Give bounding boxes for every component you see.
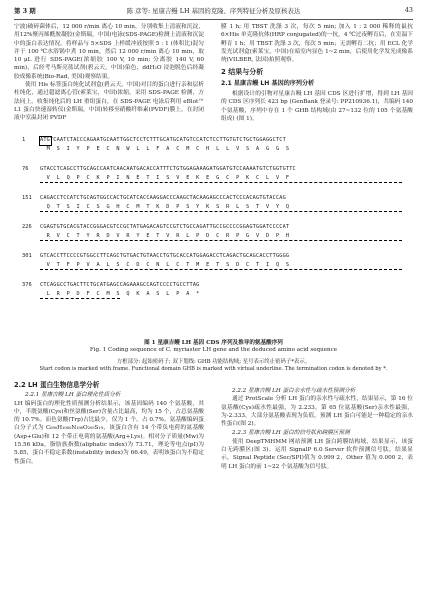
amino-acid-line: V T F P V A L S C D C N L C T M E T S D C T I Q S <box>40 262 290 268</box>
ghb-domain-underline <box>40 182 402 183</box>
header-rule <box>14 19 413 20</box>
sequence-row <box>22 136 406 156</box>
amino-acid-line: M S I Y P E C N W L L F A C M C H L L V S A G G S <box>40 146 290 152</box>
nucleotide-line: CGAGTGTGCACGTACCGGGACGTCCGCTATGAGACAGTCCGTCTGCCAGATTGCCGCCCCGGAGTGGATCCCCAT <box>40 224 290 230</box>
subsection-heading: 2.2.2 星康吉鳗 LH 蛋白亲水性与疏水性预测分析 <box>232 388 356 394</box>
nucleotide-line: GTCACCTTCCCCGTGGCCTTCAGCTGTGACTGTAACCTGTGCACCATGGAGACCTCAGACTGCAGCACCTTGGGG <box>40 253 290 259</box>
amino-acid-line: R V C T Y R D V R Y E T V R L P D C R P G V D P H <box>40 233 290 239</box>
ghb-domain-underline <box>40 211 402 212</box>
subsection-heading: 2.2.1 星康吉鳗 LH 蛋白理化性质分析 <box>25 392 121 399</box>
nucleotide-line: CTCAGGCCTGACTTCTGCATGAGCCAGAAAGCCAGTCCCCTGCCTTAG <box>40 282 200 288</box>
subsection-heading: 2.2.3 星康吉鳗 LH 蛋白的信号肽和跨膜区预测 <box>232 430 350 437</box>
sequence-row <box>22 223 406 243</box>
paragraph: 使用 His 标签蛋白纯化试剂盒(碧云天，中国)对目的蛋白进行亲和层析柱纯化，通过超滤离心管(索莱宝，中国)浓缩，采用 SDS-PAGE 检测，方法同上。收集纯化后的 LH 重组蛋白，在 SDS-PAGE 电泳后利用 eBlot™ L1 蛋白快速湿转仪(金斯瑞，中国)转移至硝酸纤维素(PVDF)膜上，在封闭液中室温封闭 PVDF <box>14 82 204 122</box>
position-number: 301 <box>22 253 32 259</box>
ghb-domain-underline <box>40 298 120 299</box>
running-title: 陈 彦等: 星康吉鳗 LH 基因的克隆、序列特征分析及原核表达 <box>126 7 301 15</box>
section-heading: 2 结果与分析 <box>221 68 264 77</box>
section-heading: 2.2 LH 蛋白生物信息学分析 <box>14 381 100 389</box>
nucleotide-line: ATGTCAATCTACCCAGAATGCAATTGGCTCCTCTTTGCATGCATGTCCATCTCCTTGTGTCTGCTGGAGGCTCT <box>40 137 286 143</box>
paragraph: 使用 DeepTMHMM 网站预测 LH 蛋白跨膜结构域，结果显示，该蛋白无跨膜区(图 3)。运用 SignalP 6.0 Server 软件预测信号肽，结果显示，Signal Peptide (Sec/SPI)值为 0.999 2，Other 值为 0.000 2，表明 LH 蛋白的前 1~22 个氨基酸为信号肽。 <box>221 438 413 470</box>
figure-caption-en: Fig. 1 Coding sequence of C. myriaster LH gene and the deduced amino acid sequence <box>89 347 338 353</box>
figure-caption-cn: 图 1 星康吉鳗 LH 基因 CDS 序列及推导的氨基酸序列 <box>144 340 283 346</box>
position-number: 151 <box>22 195 32 201</box>
paragraph: 膜 1 h; 用 TBST 洗涤 3 次，每次 5 min; 加入 1 : 2 000 稀释的鼠抗 6×His 单克隆抗体(HRP conjugated)的一抗，4 ℃过夜孵育后，在室温下孵育 1 h；用 TBST 洗涤 3 次，每次 5 min；无需孵育二抗；用 ECL 化学发光试剂盒(索莱宝，中国)在暗室内显色 1~2 min，后使用化学发光成像系统(VILBER, 法国)拍照观察。 <box>221 24 413 64</box>
figure-note-cn: 方框部分: 起始密码子; 双下划线: GHB 功能结构域; 星号表示终止密码子*表示。 <box>116 359 311 365</box>
sequence-figure <box>22 136 406 332</box>
subsection-heading: 2.1 星康吉鳗 LH 基因的序列分析 <box>221 79 315 87</box>
paragraph: 宁波)破碎菌体后，12 000 r/min 离心 10 min，分别收集上清液和沉淀，用12%聚丙烯酰胺凝胶(金斯瑞，中国)电泳(SDS-PAGE)检测上清液和沉淀中的蛋白表达情况。将样品与 5×SDS 上样缓冲液按照 5 : 1 (体积比)混匀并于 100 ℃水浴锅中煮 10 min，然后 12 000 r/min 离心 10 min，取 10 μL 进行 SDS-PAGE(浓缩胶 100 V, 10 min; 分离胶 140 V, 60 min)，后经考马斯亮蓝试剂(碧云天，中国)染色，ddH₂O 浸泡脱色后经凝胶成像系统(Bio-Rad, 美国)观察结果。 <box>14 24 204 80</box>
paragraph: LH 编码蛋白的理化性质预测分析结果示，该基因编码 140 个氨基酸，其中，半胱氨酸(Cys)和丝氨酸(Ser)含量占比最高，均为 15 个，占总氨基酸的 10.7%。而色氨酸(Trp)占比最少，仅为 1 个，占 0.7%。氨基酸编码蛋白分子式为 C₆₉₀H₁₀₈₀N₁₉₀O₂₀₅S₁₉，该蛋白含有 14 个带负电荷的氨基酸(Asp+Glu)和 12 个带正电荷的氨基酸(Arg+Lys)。相对分子质量(Mw)为 15.56 kDa，脂肪族指数(aliphatic index)为 73.71，理论等电点(pI)为 5.85，蛋白不稳定系数(instability index)为 66.49，表明该蛋白为不稳定性蛋白。 <box>14 400 204 465</box>
position-number: 376 <box>22 282 32 288</box>
paragraph: 通过 ProtScale 分析 LH 蛋白的亲水性与疏水性，结果显示，第 16 位氨基酸(Cys)疏水性最强，为 2.233，第 65 位氨基酸(Ser)亲水性最强，为-2.333。大部分氨基酸表现为负值，预测 LH 蛋白可能是一种稳定的亲水性蛋白(图 2)。 <box>221 396 413 428</box>
amino-acid-line: L R P D F C M S Q K A S L P A * <box>40 291 200 297</box>
sequence-row <box>22 165 406 185</box>
bottom-right-column <box>221 386 413 471</box>
amino-acid-line: V L Q P C K P I N E T I S V E K E G C P K C L V F <box>40 175 290 181</box>
ghb-domain-underline <box>40 269 402 270</box>
amino-acid-line: Q T S I C S G H C M T K D P S Y K S R L S T V Y Q <box>40 204 290 210</box>
running-header <box>14 6 413 18</box>
nucleotide-line: GTACCTCAGCCTTGCAGCCAATCAACAATGACACCATTTCTGTGGAGAAAGATGGATGTCCAAAATGTCTGGTGTTC <box>40 166 296 172</box>
sequence-row <box>22 194 406 214</box>
figure-note-en: Start codon is marked with frame. Functional domain GHB is marked with virtual underline. The termination codon is denoted by *. <box>39 366 388 372</box>
ghb-domain-underline <box>40 240 402 241</box>
paragraph: 根据设计的引物对星康吉鳗 LH 基因 CDS 区进行扩增，得到 LH 基因的 CDS 区序列长 423 bp (GenBank 登录号: PP210936.1)，共编码 140 个氨基酸，序列中存在 1 个 GHB 结构域(由 27~132 位的 105 个氨基酸组成) (图 1)。 <box>221 91 413 122</box>
issue-label: 第 3 期 <box>14 7 36 15</box>
top-left-column <box>14 23 204 123</box>
page-number: 43 <box>404 6 413 14</box>
sequence-row <box>22 281 406 301</box>
position-number: 226 <box>22 224 32 230</box>
bottom-left-column <box>14 378 204 466</box>
nucleotide-line: CAGACCTCCATCTGCAGTGGCCACTGCATCACCAAGGACCCAAGCTACAAGAGCCCACTCCCACAGTGTACCAG <box>40 195 286 201</box>
position-number: 76 <box>22 166 29 172</box>
sequence-row <box>22 252 406 272</box>
start-codon-box <box>39 136 52 146</box>
top-right-column <box>221 23 413 123</box>
position-number: 1 <box>22 137 26 143</box>
